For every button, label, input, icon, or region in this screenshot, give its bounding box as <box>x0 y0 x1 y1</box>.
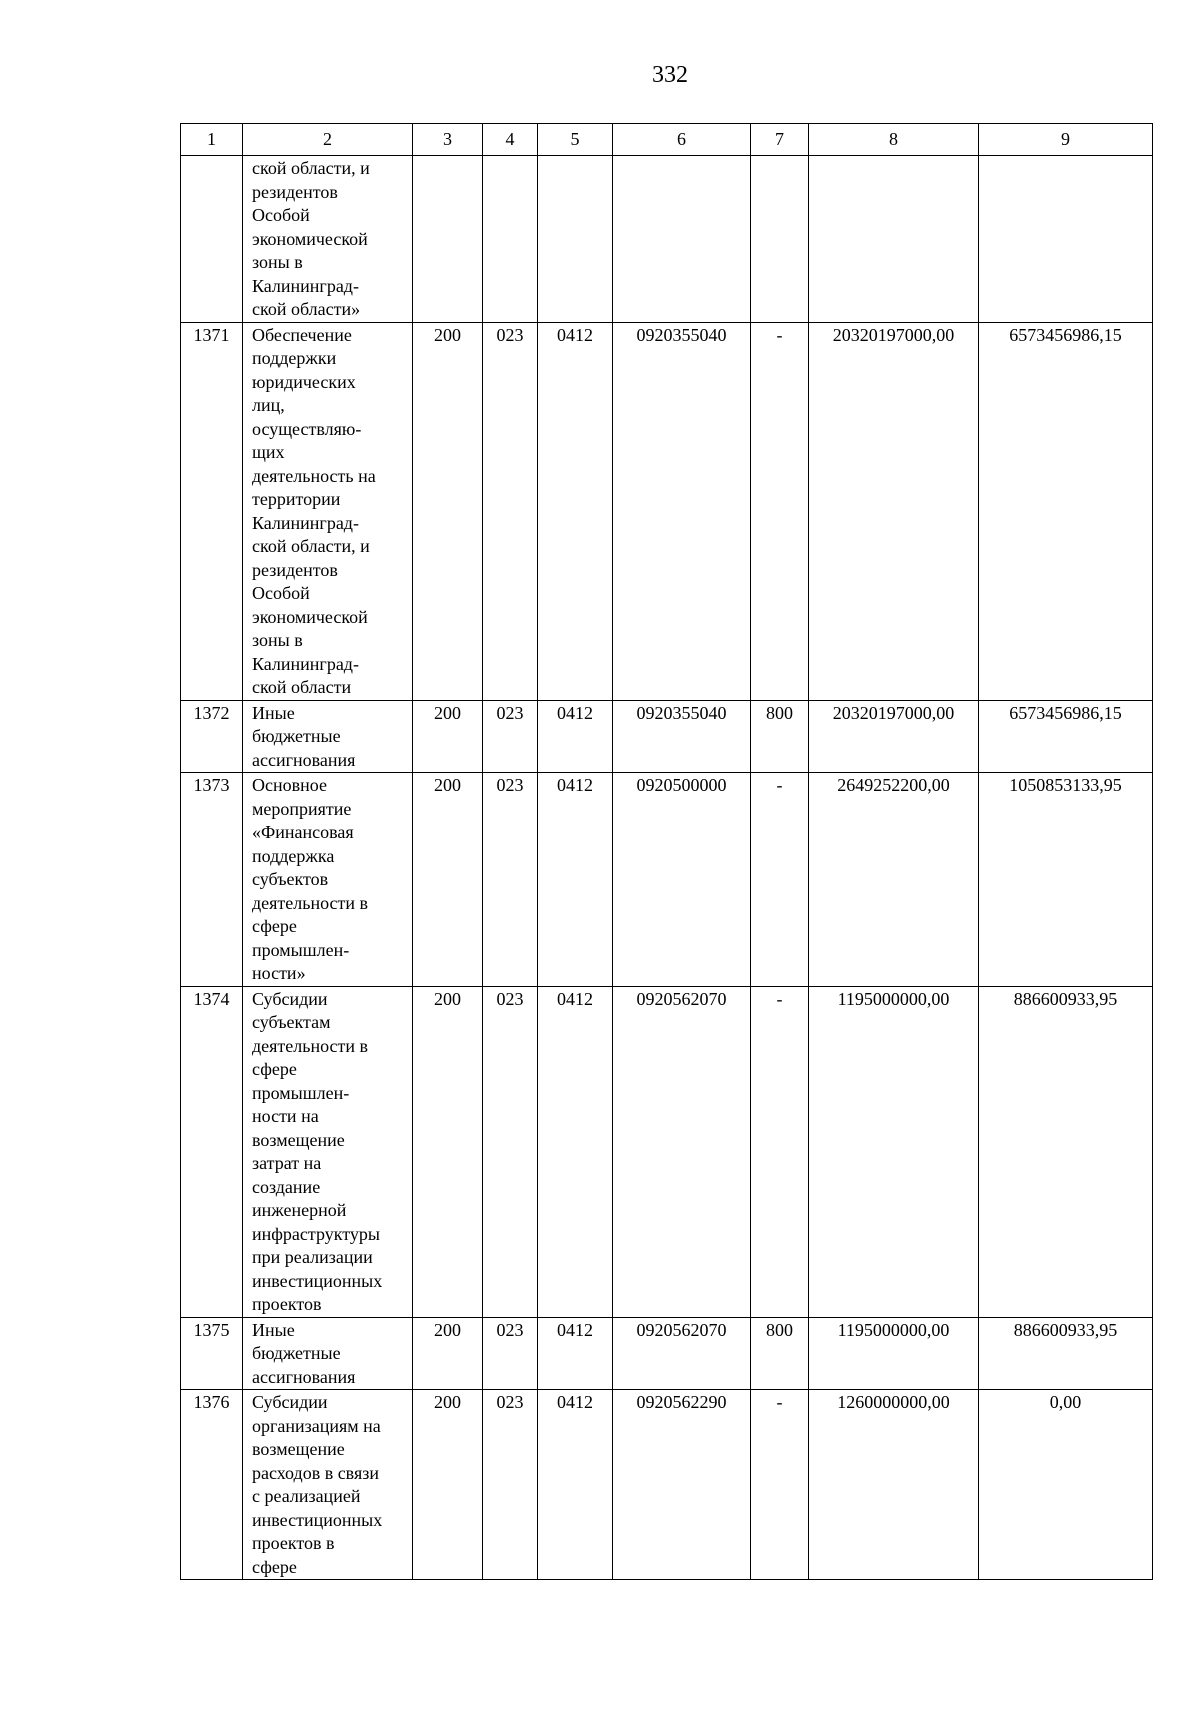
row-name: Обеспечение поддержки юридических лиц, осуществляю- щих деятельность на территории Калининград- ской области, и резидентов Особой экономической зоны в Калининград- ской области <box>243 322 413 700</box>
table-row <box>181 322 1153 700</box>
header-col-2: 2 <box>243 124 413 156</box>
cell-col-4: 023 <box>483 700 538 773</box>
row-name: Субсидии субъектам деятельности в сфере промышлен- ности на возмещение затрат на создание инженерной инфраструктуры при реализации инвестиционных проектов <box>243 986 413 1317</box>
cell-col-7: 800 <box>751 700 809 773</box>
cell-col-7: 800 <box>751 1317 809 1390</box>
cell-col-9 <box>979 156 1153 323</box>
row-name: Основное мероприятие «Финансовая поддержка субъектов деятельности в сфере промышлен- ности» <box>243 773 413 987</box>
cell-col-9: 0,00 <box>979 1390 1153 1580</box>
cell-col-6: 0920562290 <box>613 1390 751 1580</box>
cell-col-3: 200 <box>413 773 483 987</box>
table-row <box>181 986 1153 1317</box>
cell-col-5: 0412 <box>538 322 613 700</box>
header-col-4: 4 <box>483 124 538 156</box>
header-row <box>181 124 1153 156</box>
row-name: Иные бюджетные ассигнования <box>243 700 413 773</box>
cell-col-8: 1195000000,00 <box>809 986 979 1317</box>
table-row <box>181 1317 1153 1390</box>
header-col-9: 9 <box>979 124 1153 156</box>
header-col-1: 1 <box>181 124 243 156</box>
cell-col-5 <box>538 156 613 323</box>
cell-col-4: 023 <box>483 1317 538 1390</box>
cell-col-3: 200 <box>413 322 483 700</box>
cell-col-4: 023 <box>483 986 538 1317</box>
cell-col-8: 20320197000,00 <box>809 700 979 773</box>
cell-col-6: 0920562070 <box>613 1317 751 1390</box>
cell-col-3: 200 <box>413 700 483 773</box>
header-col-8: 8 <box>809 124 979 156</box>
cell-col-5: 0412 <box>538 1317 613 1390</box>
cell-col-9: 6573456986,15 <box>979 700 1153 773</box>
row-name: Иные бюджетные ассигнования <box>243 1317 413 1390</box>
cell-col-3 <box>413 156 483 323</box>
cell-col-6: 0920355040 <box>613 700 751 773</box>
cell-col-6: 0920562070 <box>613 986 751 1317</box>
cell-col-5: 0412 <box>538 700 613 773</box>
cell-col-3: 200 <box>413 986 483 1317</box>
row-number: 1371 <box>181 322 243 700</box>
table-row <box>181 1390 1153 1580</box>
row-number: 1373 <box>181 773 243 987</box>
cell-col-3: 200 <box>413 1317 483 1390</box>
table-body <box>181 156 1153 1580</box>
row-number: 1374 <box>181 986 243 1317</box>
header-col-5: 5 <box>538 124 613 156</box>
cell-col-5: 0412 <box>538 1390 613 1580</box>
cell-col-5: 0412 <box>538 986 613 1317</box>
cell-col-4: 023 <box>483 773 538 987</box>
cell-col-7 <box>751 156 809 323</box>
cell-col-9: 1050853133,95 <box>979 773 1153 987</box>
row-number: 1375 <box>181 1317 243 1390</box>
header-col-7: 7 <box>751 124 809 156</box>
row-name: Субсидии организациям на возмещение расходов в связи с реализацией инвестиционных проектов в сфере <box>243 1390 413 1580</box>
page-number: 332 <box>652 62 688 88</box>
cell-col-4 <box>483 156 538 323</box>
header-col-6: 6 <box>613 124 751 156</box>
table-row <box>181 700 1153 773</box>
cell-col-3: 200 <box>413 1390 483 1580</box>
row-number: 1376 <box>181 1390 243 1580</box>
cell-col-5: 0412 <box>538 773 613 987</box>
table-row <box>181 773 1153 987</box>
budget-table <box>180 123 1153 1580</box>
cell-col-7: - <box>751 986 809 1317</box>
cell-col-6: 0920500000 <box>613 773 751 987</box>
cell-col-4: 023 <box>483 322 538 700</box>
cell-col-9: 6573456986,15 <box>979 322 1153 700</box>
row-number <box>181 156 243 323</box>
header-col-3: 3 <box>413 124 483 156</box>
cell-col-8: 2649252200,00 <box>809 773 979 987</box>
cell-col-6: 0920355040 <box>613 322 751 700</box>
cell-col-8 <box>809 156 979 323</box>
cell-col-8: 1260000000,00 <box>809 1390 979 1580</box>
table-header <box>181 124 1153 156</box>
cell-col-9: 886600933,95 <box>979 1317 1153 1390</box>
cell-col-4: 023 <box>483 1390 538 1580</box>
table-row <box>181 156 1153 323</box>
cell-col-6 <box>613 156 751 323</box>
row-number: 1372 <box>181 700 243 773</box>
cell-col-7: - <box>751 322 809 700</box>
row-name: ской области, и резидентов Особой экономической зоны в Калининград- ской области» <box>243 156 413 323</box>
cell-col-9: 886600933,95 <box>979 986 1153 1317</box>
cell-col-7: - <box>751 1390 809 1580</box>
cell-col-8: 20320197000,00 <box>809 322 979 700</box>
cell-col-8: 1195000000,00 <box>809 1317 979 1390</box>
cell-col-7: - <box>751 773 809 987</box>
